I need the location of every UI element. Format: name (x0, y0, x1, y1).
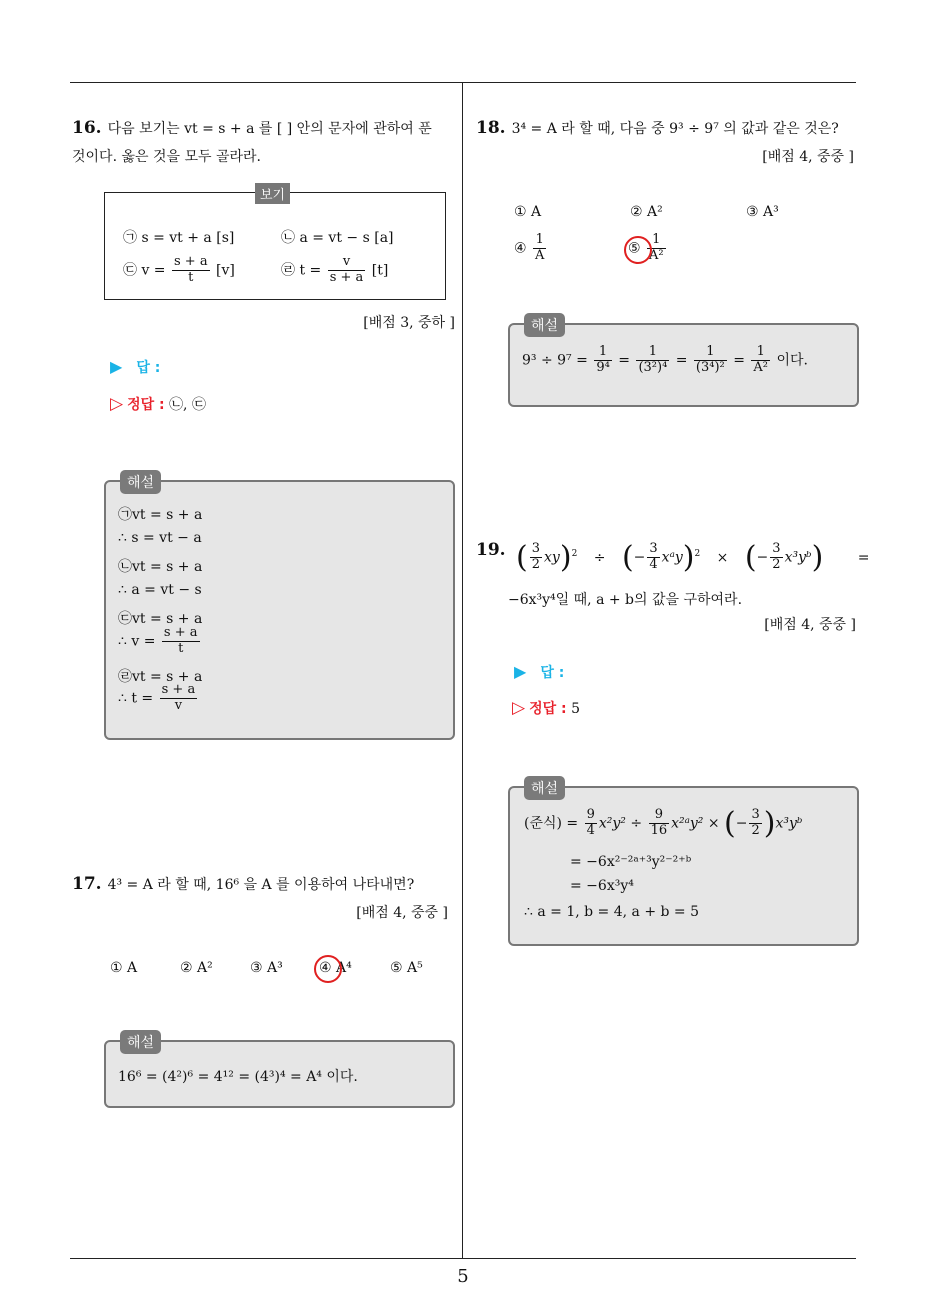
q18-sol-f2-num: 1 (636, 345, 669, 361)
q17-choice-5[interactable]: ⑤ A⁵ (390, 960, 423, 976)
q17-choice-4[interactable]: ④ A⁴ (319, 960, 352, 976)
q16-bogi-item3 (123, 255, 235, 286)
q19-t1-open-paren: ( (516, 540, 528, 575)
q19-sol1-tail: x³yᵇ (775, 815, 803, 832)
q18-choice5-mark: ⑤ (628, 240, 641, 257)
q16-item3-lhs: ㉢ v = (123, 262, 166, 279)
q18-choice-1[interactable]: ① A (514, 204, 542, 220)
q16-stem (72, 114, 462, 171)
q17-stem (72, 870, 414, 899)
q16-sol-line5: ㉢vt = s + a (118, 611, 203, 627)
q19-sol1-close-paren: ) (763, 806, 776, 841)
q19-t2-open-paren: ( (621, 540, 634, 575)
q19-t3-var: x³yᵇ (784, 549, 812, 566)
q17-choice-3[interactable]: ③ A³ (250, 960, 283, 976)
q19-sol1-frac1 (585, 808, 597, 839)
q16-bogi-item4 (281, 255, 388, 286)
q18-sol-tail: 이다. (776, 352, 808, 369)
q19-answer-arrow-icon: ▶ (514, 662, 527, 681)
q17-choice-2[interactable]: ② A² (180, 960, 213, 976)
q18-sol-eq1: = (618, 352, 630, 369)
q18-sol-f2-den: (3²)⁴ (638, 359, 668, 375)
q19-sol1-f3-num: 3 (751, 807, 760, 823)
q19-times: × (716, 549, 729, 566)
q16-bogi-item2: ㉡ a = vt − s [a] (281, 230, 394, 246)
q19-sol1-f2-den: 16 (650, 823, 668, 838)
q16-score: [배점 3, 중하 ] (363, 315, 455, 331)
q18-choice-2[interactable]: ② A² (630, 204, 663, 220)
q16-sol-line2: ∴ s = vt − a (118, 530, 202, 546)
q19-sol1-lhs: (준식) = (524, 815, 579, 832)
q18-choice-3[interactable]: ③ A³ (746, 204, 779, 220)
q19-sol1-frac3 (749, 808, 761, 839)
q19-t1-var: xy (544, 549, 560, 566)
q18-choice-4[interactable] (514, 233, 548, 264)
q19-t3-num: 3 (772, 541, 781, 557)
q19-solution-tab: 해설 (524, 776, 565, 800)
q18-choice4-mark: ④ (514, 240, 527, 257)
q19-equals: = (857, 549, 870, 566)
q19-t1-power: 2 (571, 548, 578, 559)
q16-sol-line8 (118, 683, 199, 714)
q17-text: 4³ = A 라 할 때, 16⁶ 을 A 를 이용하여 나타내면? (107, 877, 415, 893)
q19-sol-line2: = −6x²⁻²ᵃ⁺³y²⁻²⁺ᵇ (570, 854, 692, 870)
q18-choice4-num: 1 (533, 233, 546, 249)
q19-t2-power: 2 (694, 548, 701, 559)
q18-sol-f3-den: (3⁴)² (695, 359, 725, 375)
q19-correct-row (512, 698, 580, 718)
q16-item3-rhs: [v] (216, 262, 235, 279)
q17-number: 17. (72, 874, 102, 894)
q19-t3-close-paren: ) (811, 540, 824, 575)
q19-t2-neg: − (633, 549, 646, 566)
q19-sol-line3: = −6x³y⁴ (570, 878, 634, 894)
q16-sol-line3: ㉡vt = s + a (118, 559, 203, 575)
q16-item4-den: s + a (329, 269, 364, 285)
q16-bogi-item1: ㉠ s = vt + a [s] (123, 230, 235, 246)
q19-sol1-f2-num: 9 (649, 808, 670, 824)
q17-choice-1[interactable]: ① A (110, 960, 138, 976)
q16-correct-arrow-icon: ▷ (110, 394, 124, 414)
q18-sol-f1-den: 9⁴ (596, 359, 610, 375)
q16-sol8-den: v (174, 697, 183, 713)
q19-t1-close-paren: ) (559, 540, 572, 575)
q16-sol-line4: ∴ a = vt − s (118, 582, 202, 598)
q19-t3-neg: − (756, 549, 769, 566)
q18-sol-eq3: = (733, 352, 745, 369)
q16-bogi-box (104, 188, 446, 300)
q16-solution-tab: 해설 (120, 470, 161, 494)
q18-solution-box (508, 318, 859, 407)
q18-answer-mark-icon (624, 236, 652, 264)
q19-sol1-f1-den: 4 (586, 823, 595, 838)
q19-sol1-mid1: x²y² ÷ (598, 815, 643, 832)
q16-item3-den: t (188, 269, 194, 285)
q16-text-line1: 다음 보기는 vt = s + a 를 [ ] 안의 문자에 관하여 푼 (107, 121, 432, 137)
q16-bogi-title: 보기 (255, 183, 290, 204)
q16-sol8-lhs: ∴ t = (118, 690, 154, 707)
q17-score: [배점 4, 중중 ] (356, 905, 448, 921)
q16-item4-num: v (328, 255, 366, 271)
q19-answer-label: 답 : (540, 665, 565, 681)
q16-number: 16. (72, 118, 102, 138)
q16-sol-line6 (118, 626, 202, 657)
q19-t2-close-paren: ) (682, 540, 695, 575)
q19-score: [배점 4, 중중 ] (764, 617, 856, 633)
q18-sol-f4-num: 1 (751, 345, 770, 361)
q19-sol-line4: ∴ a = 1, b = 4, a + b = 5 (524, 904, 700, 920)
q16-sol8-num: s + a (161, 682, 196, 697)
q18-choice5-num: 1 (647, 233, 666, 249)
q16-item3-num: s + a (174, 254, 208, 269)
q18-sol-frac4 (751, 345, 770, 376)
q16-correct-value: ㉡, ㉢ (169, 397, 206, 413)
q16-correct-label: 정답 : (127, 397, 165, 413)
q16-answer-row (110, 357, 160, 377)
q17-solution-tab: 해설 (120, 1030, 161, 1054)
q16-correct-row (110, 394, 206, 414)
q19-t1-fraction (530, 542, 542, 573)
q16-item4-lhs: ㉣ t = (281, 262, 322, 279)
q19-sol1-f3-den: 2 (751, 823, 760, 838)
q16-solution-box (104, 475, 455, 740)
q18-text: 3⁴ = A 라 할 때, 다음 중 9³ ÷ 9⁷ 의 값과 같은 것은? (511, 121, 839, 137)
q16-item3-fraction (172, 255, 210, 286)
q19-t2-fraction (647, 542, 659, 573)
q19-stem-line1 (476, 540, 870, 575)
q19-correct-label: 정답 : (529, 701, 567, 717)
q19-correct-arrow-icon: ▷ (512, 698, 526, 718)
q19-sol-line1 (524, 806, 803, 841)
q19-stem-line2: −6x³y⁴일 때, a + b의 값을 구하여라. (508, 592, 743, 608)
q18-sol-frac2 (636, 345, 669, 376)
q16-item4-rhs: [t] (371, 262, 389, 279)
q18-number: 18. (476, 118, 506, 138)
q19-solution-box (508, 781, 859, 946)
q16-answer-arrow-icon: ▶ (110, 357, 123, 376)
page-number: 5 (457, 1266, 469, 1287)
q19-sol1-f1-num: 9 (586, 807, 595, 823)
q16-sol6-den: t (178, 640, 184, 656)
q19-t3-den: 2 (772, 557, 781, 572)
q17-solution-text: 16⁶ = (4²)⁶ = 4¹² = (4³)⁴ = A⁴ 이다. (118, 1069, 358, 1085)
q16-sol-line1: ㉠vt = s + a (118, 507, 203, 523)
q16-sol-line7: ㉣vt = s + a (118, 669, 203, 685)
q17-answer-mark-icon (314, 955, 342, 983)
q19-sol1-frac2 (649, 808, 670, 839)
q19-t1-den: 2 (531, 557, 541, 572)
q18-sol-lhs: 9³ ÷ 9⁷ = (522, 352, 588, 369)
q19-answer-row (514, 662, 564, 682)
q19-t2-num: 3 (649, 541, 658, 557)
q19-t1-num: 3 (531, 541, 541, 557)
q16-item4-fraction (328, 255, 366, 286)
q18-sol-f4-den: A² (753, 359, 769, 375)
column-divider (462, 83, 463, 1258)
q18-sol-f3-num: 1 (694, 345, 727, 361)
q19-t3-open-paren: ( (744, 540, 757, 575)
q19-number: 19. (476, 540, 506, 560)
q18-score: [배점 4, 중중 ] (762, 149, 854, 165)
q18-choice5-den: A² (649, 247, 664, 263)
q16-sol8-fraction (160, 683, 198, 714)
q18-sol-frac1 (594, 345, 611, 376)
bottom-rule (70, 1258, 856, 1259)
q19-sol1-neg: − (735, 815, 748, 832)
q18-choice4-fraction (533, 233, 546, 264)
top-rule (70, 82, 856, 83)
q18-choice4-den: A (535, 247, 545, 263)
q19-t2-var: xᵃy (661, 549, 683, 566)
q19-divide: ÷ (593, 549, 606, 566)
q19-t2-den: 4 (649, 557, 658, 572)
q19-t3-fraction (770, 542, 782, 573)
q18-sol-eq2: = (675, 352, 688, 369)
q18-stem (476, 114, 839, 143)
q18-solution-tab: 해설 (524, 313, 565, 337)
q19-sol1-mid2: x²ᵃy² × (671, 815, 725, 832)
q17-solution-box (104, 1035, 455, 1108)
q16-sol6-lhs: ∴ v = (118, 633, 156, 650)
q16-text-line2: 것이다. 옳은 것을 모두 골라라. (72, 149, 261, 165)
q18-sol-frac3 (694, 345, 727, 376)
q19-sol1-open-paren: ( (724, 806, 736, 841)
q16-answer-label: 답 : (136, 360, 161, 376)
q19-correct-value: 5 (571, 701, 580, 717)
q18-solution-line (522, 345, 808, 376)
q18-sol-f1-num: 1 (594, 345, 611, 361)
q16-sol6-fraction (162, 626, 200, 657)
q16-sol6-num: s + a (163, 625, 198, 640)
